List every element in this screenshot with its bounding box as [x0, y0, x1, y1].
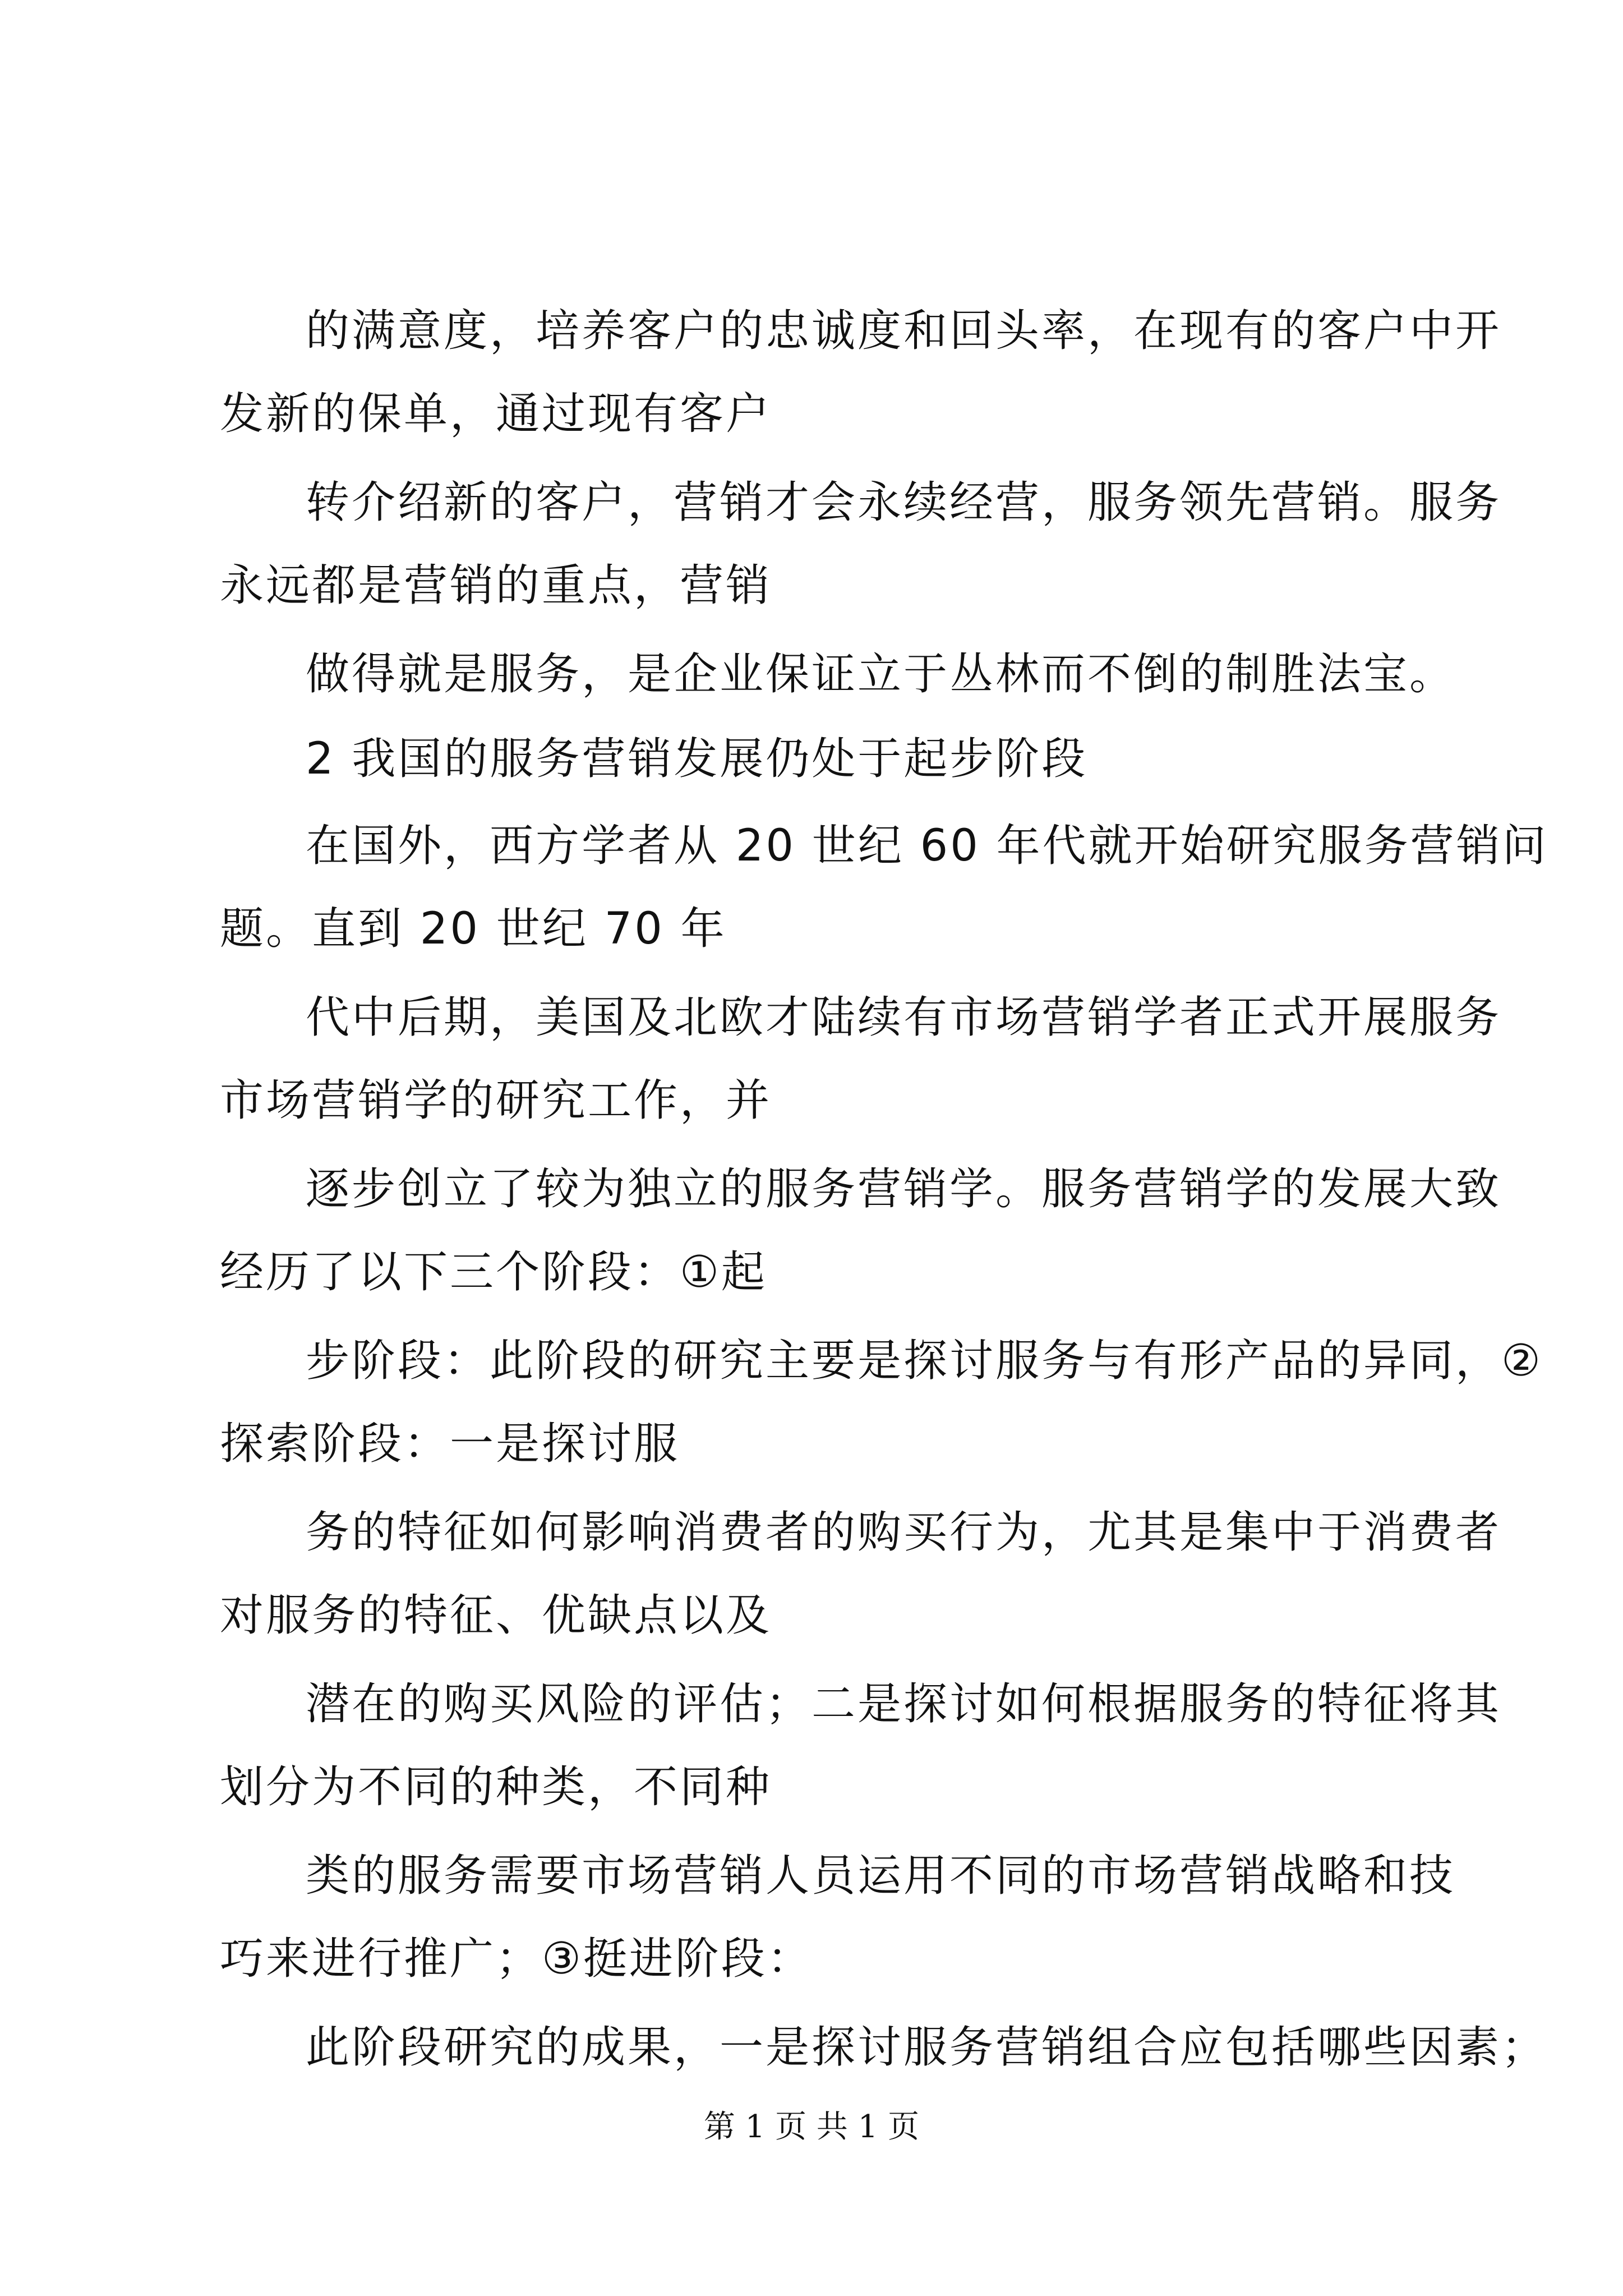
paragraph-line: 经历了以下三个阶段：①起 [220, 1247, 767, 1297]
paragraph-line: 永远都是营销的重点，营销 [220, 560, 772, 611]
paragraph-line: 探索阶段：一是探讨服 [220, 1419, 680, 1469]
paragraph-line: 代中后期，美国及北欧才陆续有市场营销学者正式开展服务 [306, 992, 1502, 1043]
section-heading-text: 2 我国的服务营销发展仍处于起步阶段 [306, 734, 1088, 784]
paragraph-line: 发新的保单，通过现有客户 [220, 389, 772, 439]
paragraph-line: 类的服务需要市场营销人员运用不同的市场营销战略和技 [306, 1851, 1456, 1901]
paragraph-line: 题。直到 20 世纪 70 年 [220, 904, 727, 954]
paragraph-line: 转介绍新的客户，营销才会永续经营，服务领先营销。服务 [306, 477, 1502, 528]
paragraph-line: 做得就是服务，是企业保证立于丛林而不倒的制胜法宝。 [306, 649, 1456, 700]
paragraph-line: 步阶段：此阶段的研究主要是探讨服务与有形产品的异同，② [306, 1336, 1543, 1386]
paragraph-line: 巧来进行推广；③挺进阶段： [220, 1934, 813, 1984]
paragraph-line: 的满意度，培养客户的忠诚度和回头率，在现有的客户中开 [306, 306, 1502, 356]
paragraph-line: 市场营销学的研究工作，并 [220, 1075, 772, 1126]
paragraph-line: 对服务的特征、优缺点以及 [220, 1590, 772, 1641]
paragraph-line: 务的特征如何影响消费者的购买行为，尤其是集中于消费者 [306, 1507, 1502, 1558]
paragraph-line: 划分为不同的种类，不同种 [220, 1762, 772, 1812]
paragraph-line: 潜在的购买风险的评估；二是探讨如何根据服务的特征将其 [306, 1679, 1502, 1729]
paragraph-line: 在国外，西方学者从 20 世纪 60 年代就开始研究服务营销问 [306, 821, 1548, 871]
page-footer: 第 1 页 共 1 页 [703, 2109, 920, 2145]
paragraph-line: 此阶段研究的成果，一是探讨服务营销组合应包括哪些因素； [306, 2022, 1548, 2073]
paragraph-line: 逐步创立了较为独立的服务营销学。服务营销学的发展大致 [306, 1164, 1502, 1214]
